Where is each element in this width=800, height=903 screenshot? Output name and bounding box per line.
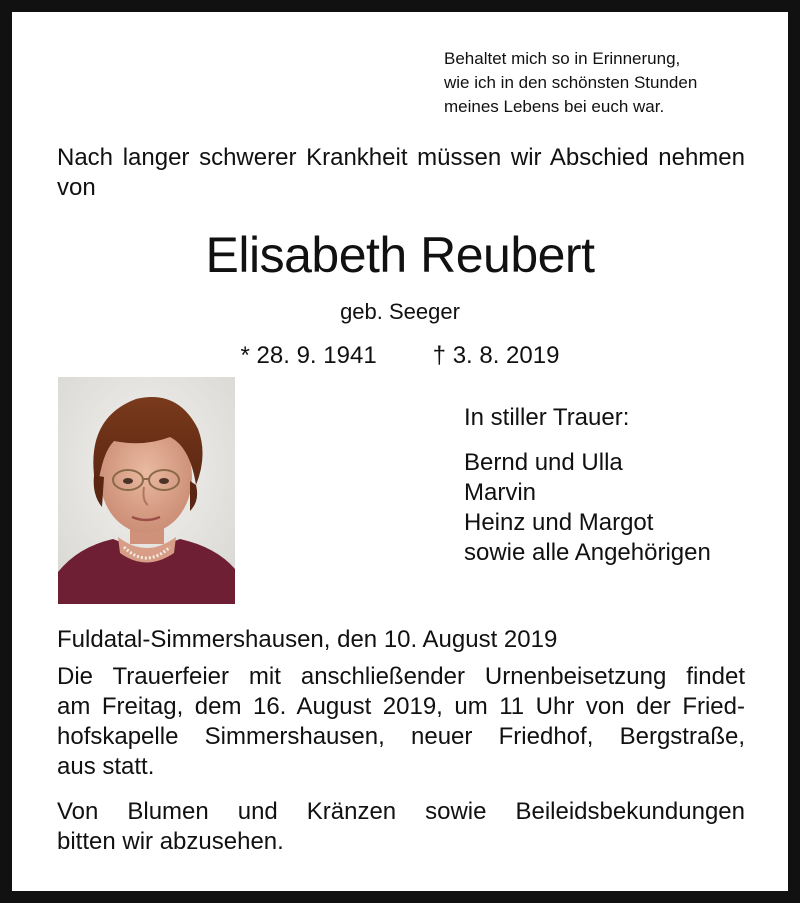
place-and-date: Fuldatal-Simmershausen, den 10. August 2019 (57, 626, 558, 653)
service-line: aus statt. (57, 753, 155, 780)
mourner-name: sowie alle Angehörigen (464, 539, 711, 566)
service-line: am Freitag, dem 16. August 2019, um 11 Uhr von der Fried- (57, 693, 745, 720)
motto-line: meines Lebens bei euch war. (444, 97, 665, 116)
portrait-illustration (58, 377, 235, 604)
flowers-line: Von Blumen und Kränzen sowie Beileidsbekundungen (57, 798, 745, 825)
funeral-service-info (57, 662, 745, 782)
mourner-name: Heinz und Margot (464, 509, 654, 536)
mourners-list (464, 403, 711, 568)
mourner-name: Marvin (464, 479, 537, 506)
motto-line: wie ich in den schönsten Stunden (444, 73, 698, 92)
motto-line: Behaltet mich so in Erinnerung, (444, 49, 681, 68)
birth-date: * 28. 9. 1941 (240, 342, 377, 369)
flowers-request (57, 797, 745, 857)
life-dates (12, 340, 788, 372)
mourners-heading: In stiller Trauer: (464, 404, 630, 431)
intro-text: Nach langer schwerer Krankheit müssen wir Abschied nehmen von (57, 144, 745, 201)
flowers-line: bitten wir abzusehen. (57, 828, 284, 855)
mourner-name: Bernd und Ulla (464, 449, 623, 476)
maiden-name: geb. Seeger (340, 299, 460, 324)
service-line: hofskapelle Simmershausen, neuer Friedhof, Bergstraße, (57, 723, 745, 750)
deceased-name: Elisabeth Reubert (205, 227, 595, 283)
service-line: Die Trauerfeier mit anschließender Urnenbeisetzung findet (57, 663, 745, 690)
death-date: † 3. 8. 2019 (432, 342, 560, 369)
motto-quote (444, 47, 784, 119)
portrait-photo (58, 377, 235, 604)
